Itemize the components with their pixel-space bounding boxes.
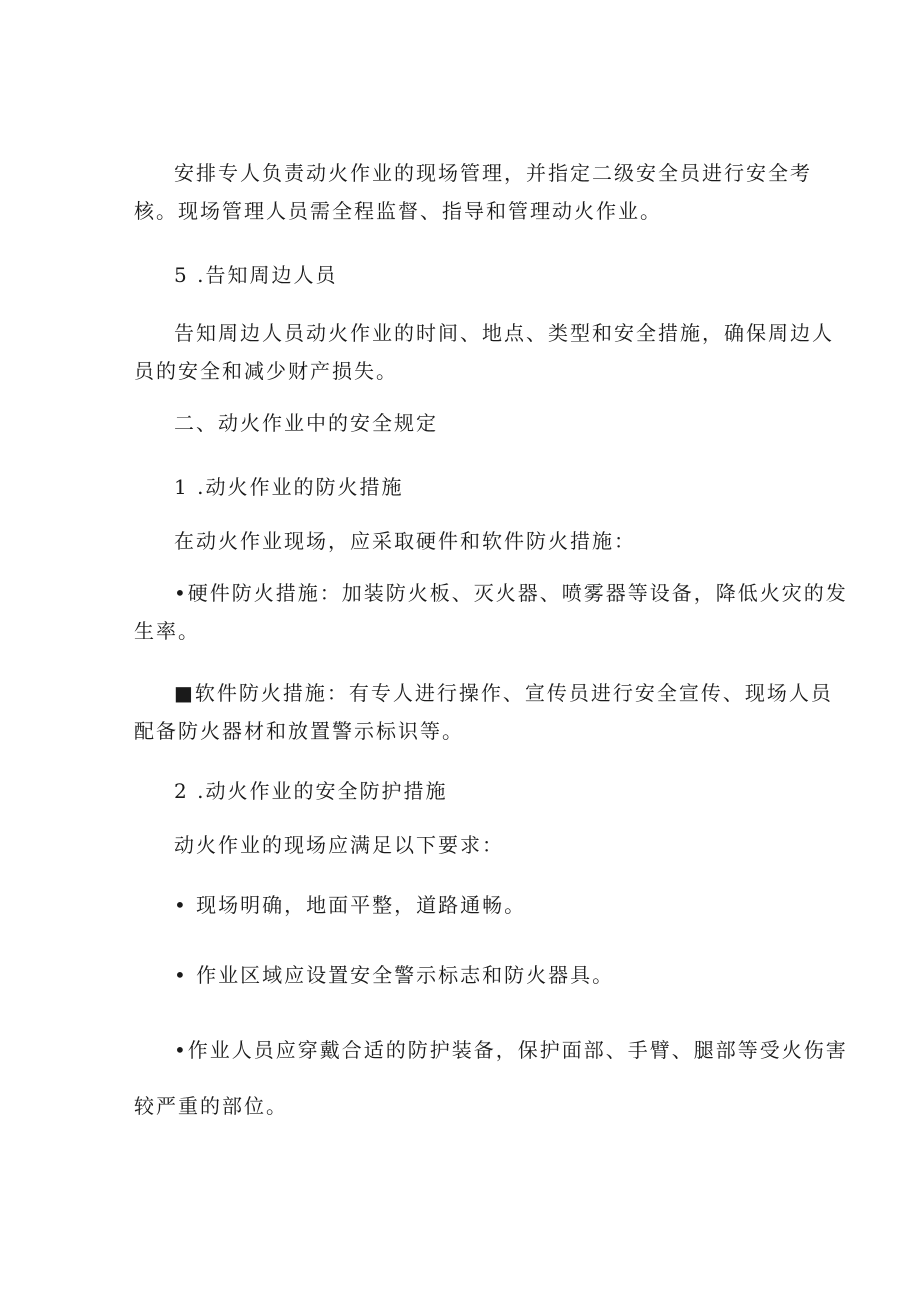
line-text: 生率。 [134,619,200,643]
section-heading-2 [134,404,804,442]
list-item-warning [134,956,804,994]
text-line [134,674,833,712]
paragraph-requirements [134,826,804,864]
text-line [134,192,804,230]
heading-text: 2 .动火作业的安全防护措施 [174,779,448,803]
text-line [134,154,812,192]
heading-text: 二、动火作业中的安全规定 [174,411,438,435]
line-text: ■软件防火措施：有专人进行操作、宣传员进行安全宣传、现场人员 [174,681,833,705]
text-line [134,712,804,750]
line-text: •硬件防火措施：加装防火板、灭火器、喷雾器等设备，降低火灾的发 [174,581,848,605]
heading-5 [134,256,804,294]
bullet-software [134,674,833,750]
paragraph-measures [134,522,804,560]
text-line [134,612,804,650]
line-text: 员的安全和减少财产损失。 [134,359,398,383]
line-text: •作业人员应穿戴合适的防护装备，保护面部、手臂、腿部等受火伤害 [174,1038,848,1062]
line-text: 在动火作业现场，应采取硬件和软件防火措施： [174,529,636,553]
line-text: 动火作业的现场应满足以下要求： [174,833,504,857]
line-text: 核。现场管理人员需全程监督、指导和管理动火作业。 [134,199,662,223]
paragraph-notify [134,314,834,390]
list-item-protection [134,1022,848,1134]
text-line [134,314,834,352]
heading-text: 1 .动火作业的防火措施 [174,475,404,499]
line-text: • 现场明确，地面平整，道路通畅。 [174,893,527,917]
text-line [134,574,848,612]
line-text: 安排专人负责动火作业的现场管理，并指定二级安全员进行安全考 [174,161,812,185]
line-text: 告知周边人员动火作业的时间、地点、类型和安全措施，确保周边人 [174,321,834,345]
heading-2 [134,772,804,810]
text-line [134,352,804,390]
heading-text: 5 .告知周边人员 [174,263,338,287]
line-text: 较严重的部位。 [134,1094,288,1118]
list-item-site [134,886,804,924]
line-text: 配备防火器材和放置警示标识等。 [134,719,464,743]
bullet-hardware [134,574,848,650]
text-line [134,1078,804,1134]
line-text: • 作业区域应设置安全警示标志和防火器具。 [174,963,615,987]
heading-1 [134,468,804,506]
text-line [134,1022,848,1078]
paragraph-supervision [134,154,812,230]
